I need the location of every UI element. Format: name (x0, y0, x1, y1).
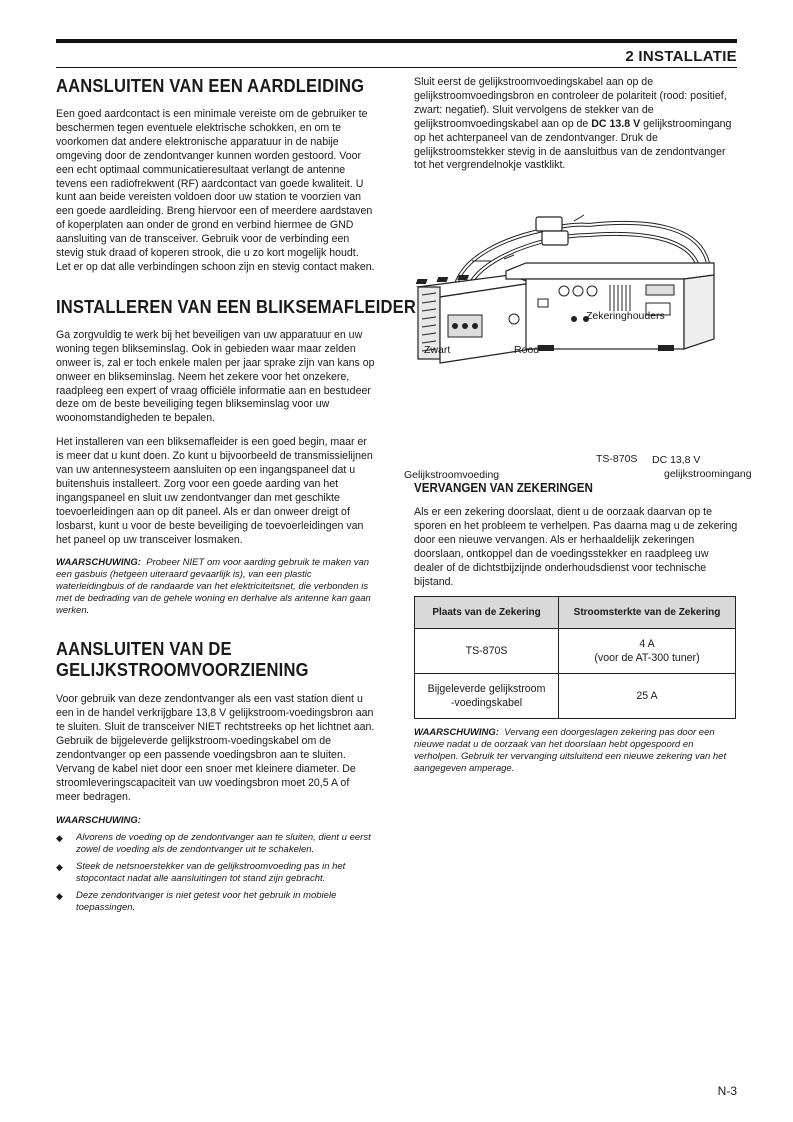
label-zekeringhouders: Zekeringhouders (586, 310, 665, 323)
left-column (56, 76, 417, 936)
dc-text-a: Sluit eerst de gelijkstroomvoedingskabel aan op de gelijkstroomvoedingsbron en controleer de polariteit (rood: positief, zwart: negatief). Sluit vervolgens de stekker van de gelijkstroomvoedingskabel aan op de (414, 76, 727, 130)
list-item (56, 890, 376, 914)
right-column (404, 76, 752, 785)
section-title-gelijkstroom (56, 639, 350, 681)
table-cell-amperage (559, 628, 736, 673)
section-title-bliksemafleider: INSTALLEREN VAN EEN BLIKSEMAFLEIDER (56, 296, 417, 317)
chapter-title: 2 INSTALLATIE (625, 48, 737, 65)
table-cell-amperage: 25 A (559, 673, 736, 718)
table-cell-place (415, 673, 559, 718)
warning-list-dc (56, 832, 376, 914)
table-header-amperage: Stroomsterkte van de Zekering (559, 596, 736, 628)
list-item (56, 861, 376, 885)
section-title-aardleiding: AANSLUITEN VAN EEN AARDLEIDING (56, 76, 365, 96)
title-line-2: GELIJKSTROOMVOORZIENING (56, 660, 309, 681)
section-bliksemafleider (56, 296, 417, 618)
bullet-text: Steek de netsnoerstekker van de gelijkstroomvoeding pas in het stopcontact nadat alle aansluitingen tot stand zijn gebracht. (76, 860, 346, 884)
list-item (56, 832, 376, 856)
table-row (415, 628, 736, 673)
amperage-note: (voor de AT-300 tuner) (594, 651, 700, 664)
warning-title-dc: WAARSCHUWING: (56, 814, 141, 826)
label-ts870s: TS-870S (596, 453, 638, 466)
section-aardleiding (56, 76, 376, 275)
label-dc-line1: DC 13,8 V (652, 454, 701, 467)
paragraph-zekeringen: Als er een zekering doorslaat, dient u de oorzaak daarvan op te sporen en het probleem te verhelpen. Pas daarna mag u de zekering door een nieuwe vervangen. Als er herhaaldelijk zekeringen doorslaan, ontkoppel dan de voedingsstekker en raadpleeg uw dealer of de dichtstbijzijnde onderhoudsdienst voor technische bijstand. (414, 506, 738, 588)
warning-bliksem (56, 557, 376, 617)
paragraph-bliksem-1: Ga zorgvuldig te werk bij het beveiligen van uw apparatuur en uw woning tegen blikseminslag. Ook in gebieden waar maar zelden onweer is, zal er toch enkele malen per jaar sprake zijn van kans op onweer en blikseminslag. Neem het zekere voor het onzekere, raadpleeg een expert of vraag officiële informatie aan en bestudeer deze om de beste beveiliging tegen blikseminslag voor uw woonomstandigheden te bepalen. (56, 328, 375, 425)
section-gelijkstroom (56, 639, 376, 913)
label-zwart: Zwart (424, 344, 451, 357)
table-row (415, 673, 736, 718)
paragraph-bliksem-2: Het installeren van een bliksemafleider is een goed begin, maar er is meer dat u kunt doen. Zo kunt u bijvoorbeeld de transmissielijnen van uw antennesysteem aansluiten op een ingangspaneel dat u buitenshuis installeert. Zorg voor een goede aarding van het ingangspaneel en sluit uw zendontvanger dan met geschikte toevoerleidingen aan op dit paneel. Als er dan onweer dreigt of losbarst, kunt u voor de beste beveiliging de toevoerleidingen van het paneel op uw transceiver losmaken. (56, 436, 373, 546)
warning-label: WAARSCHUWING: (56, 557, 141, 569)
connection-illustration (404, 179, 752, 482)
label-gelijkstroomvoeding: Gelijkstroomvoeding (404, 469, 500, 482)
title-line-1: AANSLUITEN VAN DE (56, 639, 232, 660)
bullet-text: Deze zendontvanger is niet getest voor het gebruik in mobiele toepassingen. (76, 889, 337, 913)
diamond-bullet-icon: ◆ (56, 832, 63, 843)
place-line-1: Bijgeleverde gelijkstroom (427, 682, 546, 695)
warning-text: Vervang een doorgeslagen zekering pas door een nieuwe nadat u de oorzaak van het doorslaan hebt opgespoord en verholpen. Gebruik ter vervanging uitsluitend een nieuwe zekering van het aangegeven amperage. (414, 726, 727, 774)
power-connection-diagram (414, 179, 738, 409)
warning-text: Probeer NIET om voor aarding gebruik te maken van een gasbuis (hetgeen uiteraard gevaarlijk is), van een plastic waterleidingbuis of de randaarde van het elektriciteitsnet, die verbonden is met de bedrading van de gehele woning en derhalve als antenne kan gaan werken. (56, 557, 371, 617)
page-number: N-3 (717, 1084, 737, 1098)
paragraph-aardleiding: Een goed aardcontact is een minimale vereiste om de gebruiker te beschermen tegen eventuele elektrische schokken, en om te voorkomen dat andere elektronische apparatuur in de nabije omgeving door de zendontvanger kunnen worden gestoord. Voor een echt optimaal communicatieresultaat verlangt de antenne tevens een radiofrekwent (RF) aardcontact van goede kwaliteit. U kunt aan beide vereisten voldoen door uw station te voorzien van een goede aardleiding. Breng hiervoor een of meerdere aardstaven of koperplaten aan onder de grond en verbind hiermee de GND aansluiting van de transceiver. Gebruik voor de verbinding een stevig stuk draad of koperen strook, die u zo kort mogelijk houdt. Let er op dat alle verbindingen schoon zijn en stevig contact maken. (56, 108, 375, 273)
bullet-text: Alvorens de voeding op de zendontvanger aan te sluiten, dient u eerst zowel de voeding als de zendontvanger uit te schakelen. (76, 831, 371, 855)
header-divider (56, 67, 737, 68)
paragraph-dc-connect (414, 76, 738, 173)
label-rood: Rood (514, 344, 540, 357)
warning-zekeringen (414, 727, 738, 775)
header-rule (56, 39, 737, 43)
dc-text-bold: DC 13.8 V (591, 117, 641, 130)
fuse-table (414, 596, 736, 719)
section-title-zekeringen: VERVANGEN VAN ZEKERINGEN (414, 481, 593, 496)
table-header-place: Plaats van de Zekering (415, 596, 559, 628)
paragraph-gelijkstroom: Voor gebruik van deze zendontvanger als een vast station dient u een in de handel verkrijgbare 13,8 V gelijkstroom-voedingsbron aan te sluiten. Sluit de transceiver NIET rechtstreeks op het lichtnet aan. Gebruik de bijgeleverde gelijkstroom-voedingskabel om de zendontvanger op een passende voedingsbron aan te sluiten. Vervang de kabel niet door een snoer met kleinere diameter. De stroomleveringscapaciteit van uw voedingsbron moet 20,5 A of meer bedragen. (56, 693, 375, 803)
amperage-value: 4 A (639, 637, 655, 650)
diamond-bullet-icon: ◆ (56, 890, 63, 901)
table-cell-place: TS-870S (415, 628, 559, 673)
place-line-2: -voedingskabel (450, 696, 523, 709)
dc-text-b: gelijkstroomingang op het achterpaneel van de zendontvanger. Druk de gelijkstroomstekker stevig in de aansluitbus van de zendontvanger tot het vergrendelnokje vastklikt. (414, 117, 732, 172)
label-dc-line2: gelijkstroomingang (664, 468, 752, 481)
table-header-row (415, 596, 736, 628)
diamond-bullet-icon: ◆ (56, 861, 63, 872)
label-dc-input (652, 453, 752, 481)
warning-label: WAARSCHUWING: (414, 726, 499, 738)
